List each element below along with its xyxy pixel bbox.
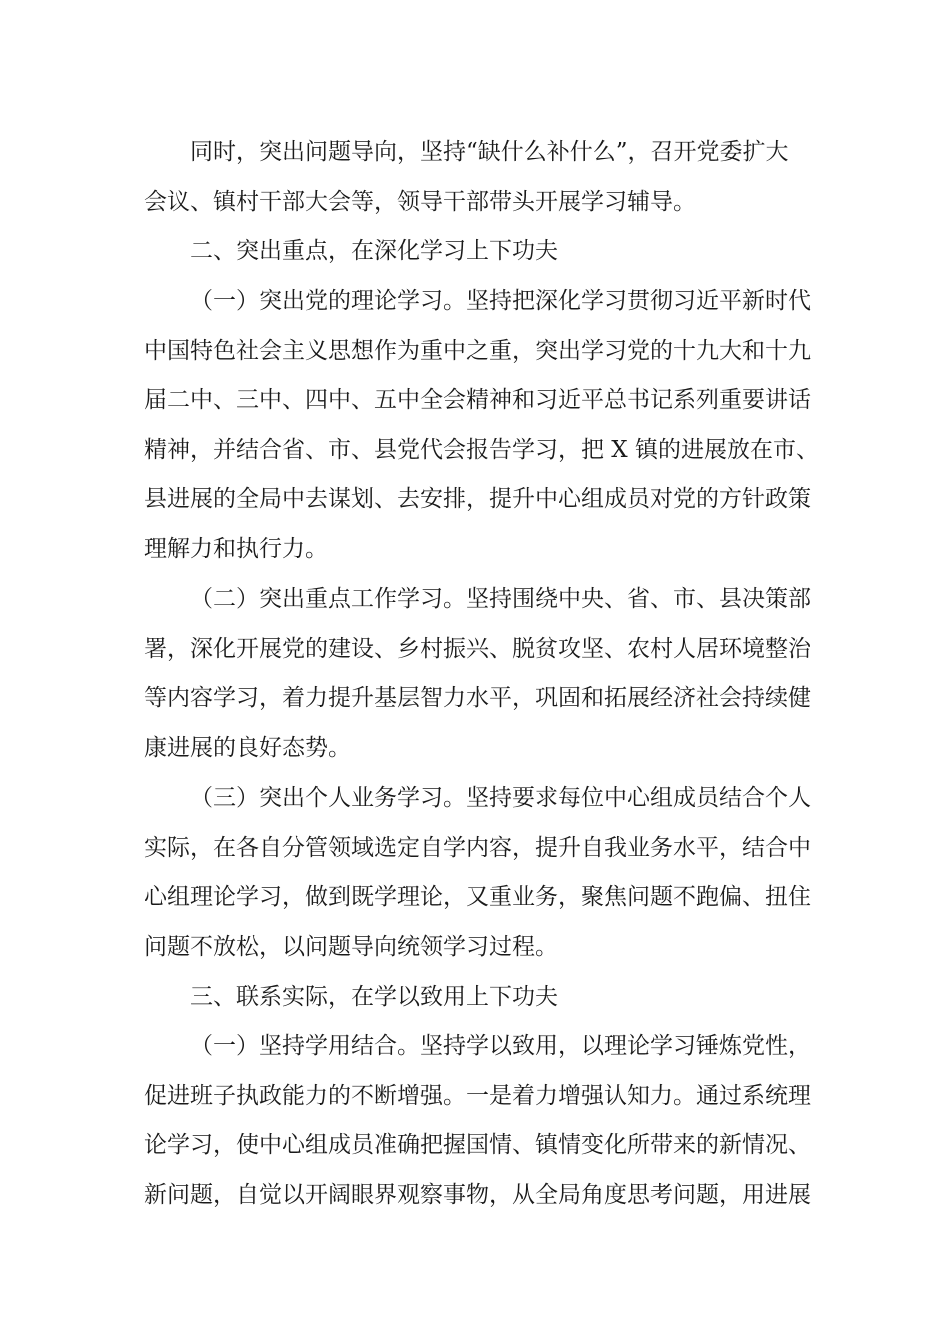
section-heading-3 (144, 973, 806, 1023)
section-heading-2 (144, 227, 806, 277)
heading-line: 二、突出重点，在深化学习上下功夫 (190, 238, 558, 264)
paragraph-line: 心组理论学习，做到既学理论，又重业务，聚焦问题不跑偏、扭住 (144, 884, 811, 911)
paragraph-line: 实际，在各自分管领域选定自学内容，提升自我业务水平，结合中 (144, 834, 811, 861)
paragraph-line: 同时，突出问题导向，坚持“缺什么补什么”，召开党委扩大 (190, 139, 789, 165)
paragraph-line: 康进展的良好态势。 (144, 734, 351, 761)
paragraph-line: 县进展的全局中去谋划、去安排，提升中心组成员对党的方针政策 (144, 486, 811, 513)
paragraph-line: 理解力和执行力。 (144, 535, 328, 562)
heading-line: 三、联系实际，在学以致用上下功夫 (190, 984, 558, 1010)
paragraph-line: （二）突出重点工作学习。坚持围绕中央、省、市、县决策部 (190, 586, 811, 612)
paragraph-line: 论学习，使中心组成员准确把握国情、镇情变化所带来的新情况、 (144, 1132, 811, 1159)
paragraph-line: 精神，并结合省、市、县党代会报告学习，把 X 镇的进展放在市、 (144, 436, 819, 463)
paragraph-line: （一）突出党的理论学习。坚持把深化学习贯彻习近平新时代 (190, 288, 811, 314)
paragraph-4 (144, 774, 811, 972)
paragraph-line: 中国特色社会主义思想作为重中之重，突出学习党的十九大和十九 (144, 337, 811, 364)
paragraph-line: 新问题，自觉以开阔眼界观察事物，从全局角度思考问题，用进展 (144, 1181, 811, 1208)
paragraph-3 (144, 575, 811, 773)
paragraph-line: 促进班子执政能力的不断增强。一是着力增强认知力。通过系统理 (144, 1082, 811, 1109)
paragraph-5 (144, 1022, 811, 1220)
paragraph-line: （三）突出个人业务学习。坚持要求每位中心组成员结合个人 (190, 785, 811, 811)
paragraph-line: 届二中、三中、四中、五中全会精神和习近平总书记系列重要讲话 (144, 387, 811, 414)
paragraph-1 (144, 128, 806, 227)
paragraph-line: 问题不放松，以问题导向统领学习过程。 (144, 933, 558, 960)
paragraph-line: 等内容学习，着力提升基层智力水平，巩固和拓展经济社会持续健 (144, 685, 811, 712)
paragraph-2 (144, 277, 819, 575)
paragraph-line: （一）坚持学用结合。坚持学以致用，以理论学习锤炼党性， (190, 1033, 811, 1059)
paragraph-line: 署，深化开展党的建设、乡村振兴、脱贫攻坚、农村人居环境整治 (144, 635, 811, 662)
paragraph-line: 会议、镇村干部大会等，领导干部带头开展学习辅导。 (144, 188, 696, 215)
